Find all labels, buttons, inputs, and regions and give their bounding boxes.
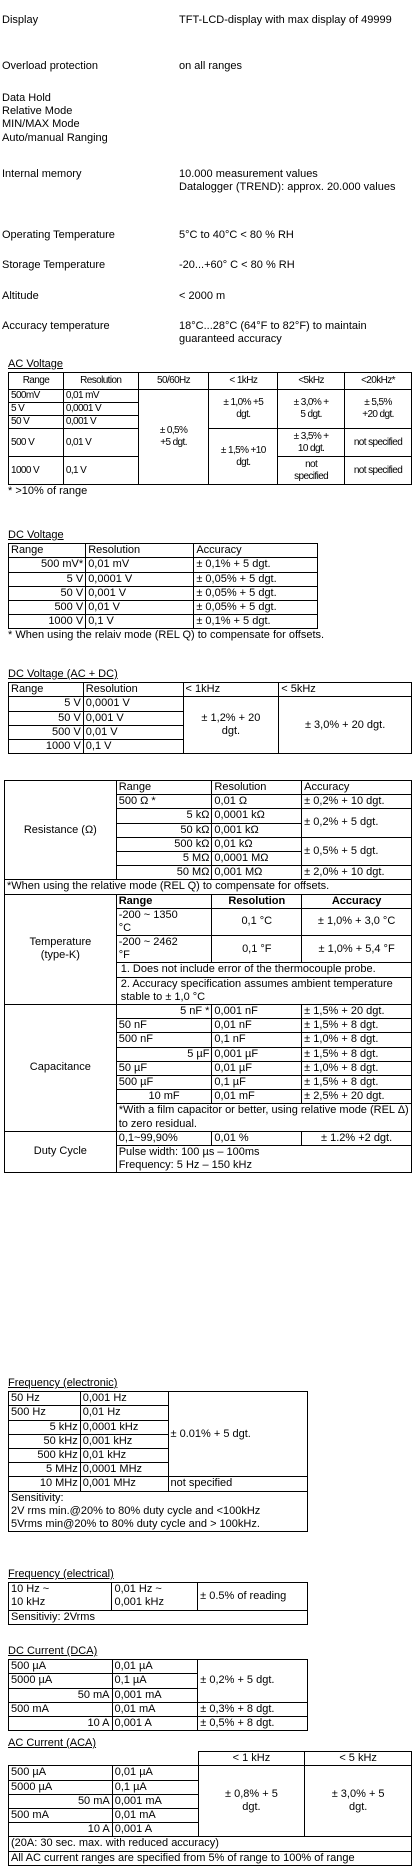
capacitance-label: Capacitance [5, 1005, 117, 1132]
accuracy-cell: ± 1,0% +5 dgt. [209, 390, 278, 429]
col-resolution: Resolution [86, 544, 194, 558]
table-row [9, 558, 318, 572]
table-row [9, 429, 412, 457]
range-cell: 10 mF [116, 1090, 212, 1104]
range-cell: 10 A [9, 1823, 113, 1837]
sensitivity: Sensitivity: 2V rms min.@20% to 80% duty cycle and <100kHz 5Vrms min@20% to 80% duty cycle and > 100kHz. [9, 1491, 308, 1532]
accuracy-cell: not specified [168, 1477, 308, 1491]
accuracy-cell: ± 1,0% + 3,0 °C [302, 908, 412, 935]
section-title: DC Voltage (AC + DC) [8, 668, 118, 680]
col-range: Range [9, 544, 86, 558]
range-cell: 50 nF [116, 1019, 212, 1033]
ac-voltage-section [8, 358, 412, 498]
table-row [9, 1766, 412, 1780]
col-resolution: Resolution [63, 373, 138, 390]
table-row [9, 390, 412, 403]
footnote: All AC current ranges are specified from 5% of range to 100% of range [9, 1851, 412, 1865]
resolution-cell: 0,0001 MΩ [212, 851, 302, 865]
resolution-cell: 0,1 V [83, 739, 183, 753]
range-cell: 50 MΩ [116, 866, 212, 880]
table-header [5, 894, 412, 908]
range-cell: 50 kΩ [116, 823, 212, 837]
accuracy-cell: ± 0,05% + 5 dgt. [194, 600, 318, 614]
acdc-voltage-table [8, 682, 412, 754]
accuracy-cell: ± 0,5% + 5 dgt. [302, 837, 412, 865]
accuracy-cell: ± 0,1% + 5 dgt. [194, 558, 318, 572]
col-range: Range [116, 781, 212, 795]
resolution-cell: 0,001 Hz [80, 1392, 168, 1406]
resolution-cell: 0,01 mA [112, 1702, 198, 1716]
spec-value: 5°C to 40°C < 80 % RH [179, 229, 294, 241]
resolution-cell: 0,0001 V [86, 572, 194, 586]
range-cell: 500 nF [116, 1033, 212, 1047]
accuracy-cell: not specified [345, 457, 412, 485]
temperature-label: Temperature (type-K) [5, 894, 117, 1005]
accuracy-cell: ± 0,2% + 5 dgt. [302, 809, 412, 837]
section-title: AC Voltage [8, 358, 64, 370]
col-5khz: < 5kHz [279, 683, 412, 697]
table-row [5, 880, 412, 894]
resolution-cell: 0,01 kΩ [212, 837, 302, 851]
range-cell: 500mV [9, 390, 64, 403]
range-cell: -200 ~ 2462 °F [116, 936, 212, 963]
footnote: * >10% of range [8, 485, 88, 498]
resolution-cell: 0,1 µF [212, 1075, 302, 1089]
col-range: Range [9, 683, 84, 697]
resolution-cell: 0,1 °C [212, 908, 302, 935]
table-row [9, 1583, 308, 1610]
resolution-cell: 0,01 Ω [212, 795, 302, 809]
resolution-cell: 0,001 mA [112, 1794, 198, 1808]
resolution-cell: 0,1 °F [212, 936, 302, 963]
accuracy-cell: ± 3,5% + 10 dgt. [278, 429, 345, 457]
table-row [9, 572, 318, 586]
table-row [9, 615, 318, 629]
resolution-cell: 0,01 µA [112, 1766, 198, 1780]
accuracy-cell: ± 0,05% + 5 dgt. [194, 572, 318, 586]
range-cell: 50 V [9, 416, 64, 429]
accuracy-cell: ± 1,0% + 8 dgt. [302, 1033, 412, 1047]
table-row [9, 1660, 308, 1674]
frequency-electrical-table [8, 1582, 308, 1625]
table-row [9, 1851, 412, 1865]
table-header [9, 544, 318, 558]
resolution-cell: 0,0001 kΩ [212, 809, 302, 823]
temperature-note: 2. Accuracy specification assumes ambient temperature stable to ± 1,0 °C [116, 977, 411, 1004]
spec-label: Data Hold Relative Mode MIN/MAX Mode Auto/manual Ranging [2, 92, 108, 144]
col-range: Range [9, 373, 64, 390]
spec-value: < 2000 m [179, 290, 226, 302]
resolution-cell: 0,1 nF [212, 1033, 302, 1047]
range-cell: 5 MHz [9, 1463, 81, 1477]
spec-display [2, 14, 412, 44]
table-header [5, 781, 412, 795]
range-cell: 500 mV* [9, 558, 86, 572]
spec-value: on all ranges [179, 60, 242, 72]
frequency-range: Frequency: 5 Hz – 150 kHz [116, 1159, 411, 1173]
spec-value: -20...+60° C < 80 % RH [179, 259, 295, 271]
spec-label: Altitude [2, 290, 39, 302]
resolution-cell: 0,001 MΩ [212, 866, 302, 880]
range-cell: 5 V [9, 572, 86, 586]
table-row [9, 1837, 412, 1851]
measurement-table [4, 780, 412, 1173]
resolution-cell: 0,0001 V [63, 403, 138, 416]
resolution-cell: 0,001 A [112, 1716, 198, 1730]
spec-value: TFT-LCD-display with max display of 49999 [179, 14, 392, 26]
table-header [9, 1752, 412, 1766]
spec-value: 18°C...28°C (64°F to 82°F) to maintain guaranteed accuracy [179, 320, 367, 346]
range-cell: 5 V [9, 403, 64, 416]
range-cell: 50 Hz [9, 1392, 81, 1406]
footnote: *When using the relative mode (REL Q) to compensate for offsets. [5, 880, 412, 894]
range-cell: 500 Ω * [116, 795, 212, 809]
resolution-cell: 0,001 mA [112, 1688, 198, 1702]
range-cell: 5 nF * [116, 1005, 212, 1019]
resolution-cell: 0,0001 MHz [80, 1463, 168, 1477]
accuracy-cell: ± 1,0% + 8 dgt. [302, 1061, 412, 1075]
accuracy-cell: ± 0,3% + 8 dgt. [198, 1702, 308, 1716]
resolution-cell: 0,001 kΩ [212, 823, 302, 837]
col-1khz: < 1 kHz [198, 1752, 305, 1766]
range-cell: 500 mA [9, 1702, 113, 1716]
footnote: * When using the relaiv mode (REL Q) to compensate for offsets. [8, 629, 325, 642]
spec-label: Operating Temperature [2, 229, 115, 241]
resolution-cell: 0,01 mA [112, 1808, 198, 1822]
acdc-voltage-section [8, 668, 412, 754]
range-cell: -200 ~ 1350 °C [116, 908, 212, 935]
resolution-cell: 0,01 V [86, 600, 194, 614]
ac-current-section [8, 1737, 412, 1864]
accuracy-cell: ± 0,1% + 5 dgt. [194, 615, 318, 629]
table-row [9, 586, 318, 600]
col-accuracy: Accuracy [302, 894, 412, 908]
range-cell: 5 kΩ [116, 809, 212, 823]
resolution-cell: 0,01 µF [212, 1061, 302, 1075]
temperature-note: 1. Does not include error of the thermocouple probe. [116, 963, 411, 977]
resolution-cell: 0,1 V [63, 457, 138, 485]
resolution-cell: 0,01 mV [86, 558, 194, 572]
resolution-cell: 0,01 mV [63, 390, 138, 403]
accuracy-cell: ± 2,0% + 10 dgt. [302, 866, 412, 880]
table-header [9, 373, 412, 390]
resolution-cell: 0,01 nF [212, 1019, 302, 1033]
sensitivity: Sensitiviy: 2Vrms [9, 1610, 308, 1624]
accuracy-cell: ± 0.01% + 5 dgt. [168, 1392, 308, 1477]
range-cell: 50 µF [116, 1061, 212, 1075]
range-cell: 5 V [9, 697, 84, 711]
table-row [9, 1477, 308, 1491]
range-cell: 500 kΩ [116, 837, 212, 851]
range-cell: 1000 V [9, 615, 86, 629]
section-title: Frequency (electronic) [8, 1377, 118, 1389]
resolution-cell: 0,0001 V [83, 697, 183, 711]
spec-value: 10.000 measurement values Datalogger (TREND): approx. 20.000 values [179, 168, 396, 194]
dc-current-section [8, 1645, 308, 1731]
range-cell: 500 kHz [9, 1448, 81, 1462]
resolution-cell: 0,1 µA [112, 1780, 198, 1794]
dc-voltage-table [8, 543, 318, 629]
frequency-electrical-section [8, 1568, 308, 1625]
frequency-electronic-section [8, 1377, 308, 1532]
accuracy-cell: ± 0,5% +5 dgt. [138, 390, 209, 485]
duty-cycle-label: Duty Cycle [5, 1131, 117, 1173]
spec-label: Display [2, 14, 39, 26]
table-row [5, 1131, 412, 1145]
col-resolution: Resolution [212, 781, 302, 795]
col-range: Range [116, 894, 212, 908]
accuracy-cell: ± 1,5% + 20 dgt. [302, 1005, 412, 1019]
range-cell: 5000 µA [9, 1674, 113, 1688]
range-cell: 5 kHz [9, 1420, 81, 1434]
range-cell: 10 A [9, 1716, 113, 1730]
range-cell: 5 MΩ [116, 851, 212, 865]
table-row [9, 1610, 308, 1624]
resolution-cell: 0,001 V [63, 416, 138, 429]
range-cell: 500 V [9, 429, 64, 457]
table-row [9, 1702, 308, 1716]
range-cell: 50 V [9, 711, 84, 725]
resolution-cell: 0,001 MHz [80, 1477, 168, 1491]
col-resolution: Resolution [83, 683, 183, 697]
resolution-cell: 0,01 Hz [80, 1406, 168, 1420]
resolution-cell: 0,1 V [86, 615, 194, 629]
accuracy-cell: not specified [278, 457, 345, 485]
accuracy-cell: ± 3,0% + 5 dgt. [305, 1766, 412, 1837]
resolution-cell: 0,0001 kHz [80, 1420, 168, 1434]
accuracy-cell: ± 3,0% + 20 dgt. [279, 697, 412, 754]
ac-voltage-table [8, 372, 412, 485]
footnote: *With a film capacitor or better, using relative mode (REL Δ) to zero residual. [116, 1104, 411, 1131]
range-cell: 5 µF [116, 1047, 212, 1061]
accuracy-cell: ± 1,5% +10 dgt. [209, 429, 278, 485]
accuracy-cell: ± 5,5% +20 dgt. [345, 390, 412, 429]
accuracy-cell: ± 1,0% + 5,4 °F [302, 936, 412, 963]
accuracy-cell: ± 0.5% of reading [198, 1583, 308, 1610]
accuracy-cell: ± 0,8% + 5 dgt. [198, 1766, 305, 1837]
accuracy-cell: ± 0,2% + 10 dgt. [302, 795, 412, 809]
resolution-cell: 0,001 A [112, 1823, 198, 1837]
range-cell: 50 V [9, 586, 86, 600]
section-title: AC Current (ACA) [8, 1737, 97, 1749]
range-cell: 10 Hz ~ 10 kHz [9, 1583, 112, 1610]
accuracy-cell: ± 1,5% + 8 dgt. [302, 1019, 412, 1033]
range-cell: 500 µA [9, 1660, 113, 1674]
range-cell: 5000 µA [9, 1780, 113, 1794]
accuracy-cell: ± 1.2% +2 dgt. [302, 1131, 412, 1145]
ac-current-table [8, 1751, 412, 1866]
table-row [9, 1491, 308, 1532]
resolution-cell: 0,01 mF [212, 1090, 302, 1104]
table-row [9, 1716, 308, 1730]
table-row [9, 1392, 308, 1406]
col-5khz: < 5 kHz [305, 1752, 412, 1766]
accuracy-cell: ± 0,05% + 5 dgt. [194, 586, 318, 600]
table-row [9, 600, 318, 614]
accuracy-cell: ± 3,0% + 5 dgt. [278, 390, 345, 429]
accuracy-cell: not specified [345, 429, 412, 457]
accuracy-cell: ± 2,5% + 20 dgt. [302, 1090, 412, 1104]
accuracy-cell: ± 1,5% + 8 dgt. [302, 1047, 412, 1061]
range-cell: 1000 V [9, 457, 64, 485]
table-row [5, 1005, 412, 1019]
resolution-cell: 0,01 kHz [80, 1448, 168, 1462]
accuracy-cell: ± 0,2% + 5 dgt. [198, 1660, 308, 1703]
resolution-cell: 0,01 V [63, 429, 138, 457]
dc-current-table [8, 1659, 308, 1731]
resolution-cell: 0,01 V [83, 725, 183, 739]
range-cell: 50 mA [9, 1794, 113, 1808]
dc-voltage-section [8, 529, 325, 643]
spec-label: Internal memory [2, 168, 82, 180]
resolution-cell: 0,01 % [212, 1131, 302, 1145]
spec-label: Overload protection [2, 60, 98, 72]
accuracy-cell: ± 1,2% + 20 dgt. [183, 697, 279, 754]
table-row [9, 697, 412, 711]
resolution-cell: 0,001 µF [212, 1047, 302, 1061]
section-title: DC Current (DCA) [8, 1645, 98, 1657]
col-1khz: < 1kHz [183, 683, 279, 697]
section-title: Frequency (electrical) [8, 1568, 114, 1580]
accuracy-cell: ± 0,5% + 8 dgt. [198, 1716, 308, 1730]
col-accuracy: Accuracy [302, 781, 412, 795]
resolution-cell: 0,001 V [86, 586, 194, 600]
range-cell: 50 mA [9, 1688, 113, 1702]
range-cell: 0,1~99,90% [116, 1131, 212, 1145]
range-cell: 500 V [9, 725, 84, 739]
spec-label: Accuracy temperature [2, 320, 110, 332]
range-cell: 10 MHz [9, 1477, 81, 1491]
resolution-cell: 0,01 Hz ~ 0,001 kHz [112, 1583, 198, 1610]
range-cell: 50 kHz [9, 1434, 81, 1448]
measurement-table-section [4, 780, 412, 1173]
col-50-60hz: 50/60Hz [138, 373, 209, 390]
resistance-label: Resistance (Ω) [5, 781, 117, 880]
spec-label: Storage Temperature [2, 259, 106, 271]
resolution-cell: 0,01 µA [112, 1660, 198, 1674]
range-cell: 500 µF [116, 1075, 212, 1089]
col-20khz: <20kHz* [345, 373, 412, 390]
table-header [9, 683, 412, 697]
pulse-width: Pulse width: 100 µs – 100ms [116, 1145, 411, 1159]
resolution-cell: 0,001 V [83, 711, 183, 725]
resolution-cell: 0,001 nF [212, 1005, 302, 1019]
range-cell: 500 V [9, 600, 86, 614]
col-resolution: Resolution [212, 894, 302, 908]
resolution-cell: 0,001 kHz [80, 1434, 168, 1448]
section-title: DC Voltage [8, 529, 64, 541]
resolution-cell: 0,1 µA [112, 1674, 198, 1688]
range-cell: 500 mA [9, 1808, 113, 1822]
col-1khz: < 1kHz [209, 373, 278, 390]
range-cell: 500 Hz [9, 1406, 81, 1420]
col-accuracy: Accuracy [194, 544, 318, 558]
range-cell: 500 µA [9, 1766, 113, 1780]
footnote: (20A: 30 sec. max. with reduced accuracy) [9, 1837, 412, 1851]
accuracy-cell: ± 1,5% + 8 dgt. [302, 1075, 412, 1089]
frequency-electronic-table [8, 1391, 308, 1532]
range-cell: 1000 V [9, 739, 84, 753]
col-5khz: <5kHz [278, 373, 345, 390]
